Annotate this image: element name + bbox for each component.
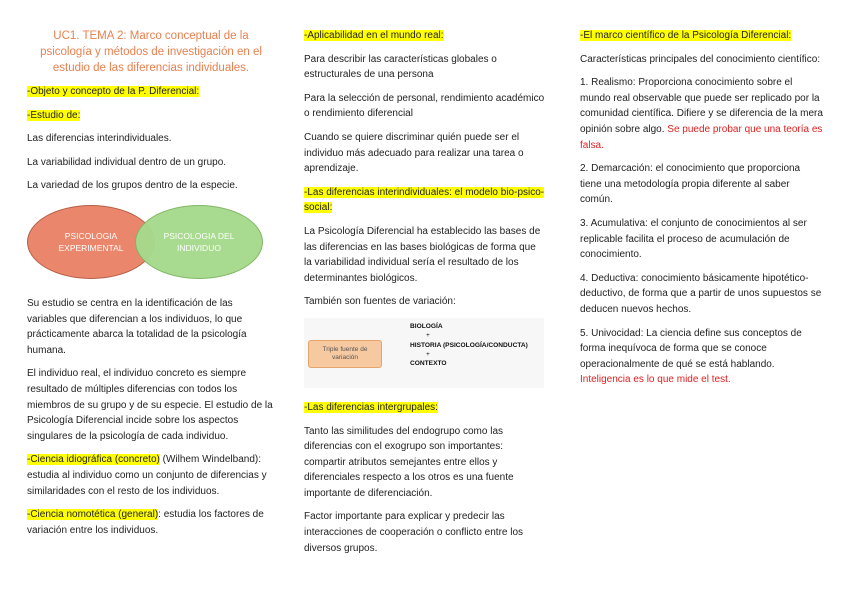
marco-item-1-note: Se puede probar que una teoría es falsa. <box>580 123 823 151</box>
fuentes-box-label: Triple fuente de variación <box>322 345 368 361</box>
venn-right-label: PSICOLOGIA DEL INDIVIDUO <box>163 230 235 253</box>
heading-intergrupales <box>304 400 546 416</box>
plus-sign: + <box>426 350 430 358</box>
aplicabilidad-item: Para describir las características globales o estructurales de una persona <box>304 53 497 81</box>
heading-intergrupales-text: -Las diferencias intergrupales: <box>304 401 438 413</box>
marco-item-2: 2. Demarcación: el conocimiento que proporciona tiene una metodología propia diferente al saber común. <box>580 163 801 206</box>
paragraph: Tanto las similitudes del endogrupo como las diferencias con el exogrupo son importantes: compartir atributos semejantes entre ellos y diferenciales respecto a los otros es una fuente importante de diferenciación. <box>304 425 514 499</box>
nomotetica-heading: -Ciencia nomotética (general) <box>27 509 159 521</box>
marco-item-5-text: 5. Univocidad: La ciencia define sus conceptos de forma inequívoca de forma que se conoce operacionalmente de qué se está hablando. <box>580 327 802 370</box>
heading-estudio <box>27 108 275 124</box>
heading-modelo-text: -Las diferencias interindividuales: el modelo bio-psico-social: <box>304 186 545 214</box>
fuentes-list <box>410 322 528 368</box>
fuentes-intro: También son fuentes de variación: <box>304 296 456 308</box>
venn-right-ellipse <box>135 205 263 279</box>
marco-item-3: 3. Acumulativa: el conjunto de conocimientos al ser replicable facilita el proceso de acumulación de conocimiento. <box>580 217 807 261</box>
heading-objeto <box>27 84 275 100</box>
fuente-item: CONTEXTO <box>410 360 447 368</box>
modelo-paragraph: La Psicología Diferencial ha establecido las bases de las diferencias en las bases biológicas de forma que la variabilidad individual sería el resultado de los determinantes biológicos. <box>304 225 541 284</box>
fuentes-diagram <box>304 318 544 388</box>
aplicabilidad-item: Para la selección de personal, rendimiento académico o rendimiento diferencial <box>304 92 545 120</box>
heading-marco <box>580 28 824 44</box>
marco-intro: Características principales del conocimiento científico: <box>580 53 821 65</box>
heading-estudio-text: -Estudio de: <box>27 109 81 121</box>
plus-sign: + <box>426 332 430 340</box>
column-3 <box>580 24 824 396</box>
aplicabilidad-item: Cuando se quiere discriminar quién puede ser el individuo más adecuado para realizar una tarea o aprendizaje. <box>304 131 524 175</box>
fuente-item: BIOLOGÍA <box>410 322 443 330</box>
fuentes-box <box>308 340 382 368</box>
venn-diagram <box>27 202 275 286</box>
marco-item-1 <box>580 75 824 153</box>
column-2 <box>304 24 546 564</box>
heading-objeto-text: -Objeto y concepto de la P. Diferencial: <box>27 86 200 97</box>
estudio-item: Las diferencias interindividuales. <box>27 133 172 145</box>
marco-item-5 <box>580 326 824 388</box>
marco-item-5-note: Inteligencia es lo que mide el test. <box>580 374 731 386</box>
column-1 <box>27 24 275 546</box>
heading-aplicabilidad <box>304 28 546 44</box>
estudio-item: La variedad de los grupos dentro de la especie. <box>27 180 238 192</box>
paragraph: El individuo real, el individuo concreto es siempre resultado de múltiples diferencias con todos los miembros de su grupo y de su especie. El estudio de la Psicología Diferencial incide sobre los aspectos singulares de la psicología de cada individuo. <box>27 368 273 442</box>
heading-aplicabilidad-text: -Aplicabilidad en el mundo real: <box>304 30 444 41</box>
paragraph: Factor importante para explicar y predecir las interacciones de cooperación o conflicto entre los diversos grupos. <box>304 511 524 554</box>
nomotetica-paragraph <box>27 507 275 538</box>
idiografica-paragraph <box>27 452 275 499</box>
fuente-item: HISTORIA (PSICOLOGÍA/CONDUCTA) <box>410 341 528 349</box>
page-title: UC1. TEMA 2: Marco conceptual de la psicología y métodos de investigación en el estudio de las diferencias individuales. <box>40 30 262 74</box>
paragraph: Su estudio se centra en la identificación de las variables que diferencian a los individuos, lo que prácticamente abarca la totalidad de la psicología humana. <box>27 297 247 356</box>
venn-left-label: PSICOLOGIA EXPERIMENTAL <box>58 230 124 253</box>
estudio-item: La variabilidad individual dentro de un grupo. <box>27 156 227 168</box>
idiografica-heading: -Ciencia idiográfica (concreto) <box>27 454 160 466</box>
marco-item-1-text: 1. Realismo: Proporciona conocimiento sobre el mundo real observable que puede ser replicado por la comunidad científica. Difiere y se diferencia de la mera opinión sobre algo. <box>580 77 823 135</box>
heading-marco-text: -El marco científico de la Psicología Diferencial: <box>580 30 792 41</box>
marco-item-4: 4. Deductiva: conocimiento básicamente hipotético-deductivo, de forma que a partir de unos supuestos se deducen nuevos hechos. <box>580 272 822 315</box>
idiografica-text: (Wilhem Windelband): estudia al individuo como un conjunto de diferencias y similaridades con el resto de los individuos. <box>27 454 267 497</box>
heading-modelo <box>304 185 546 216</box>
nomotetica-text: : estudia los factores de variación entre los individuos. <box>27 509 264 536</box>
